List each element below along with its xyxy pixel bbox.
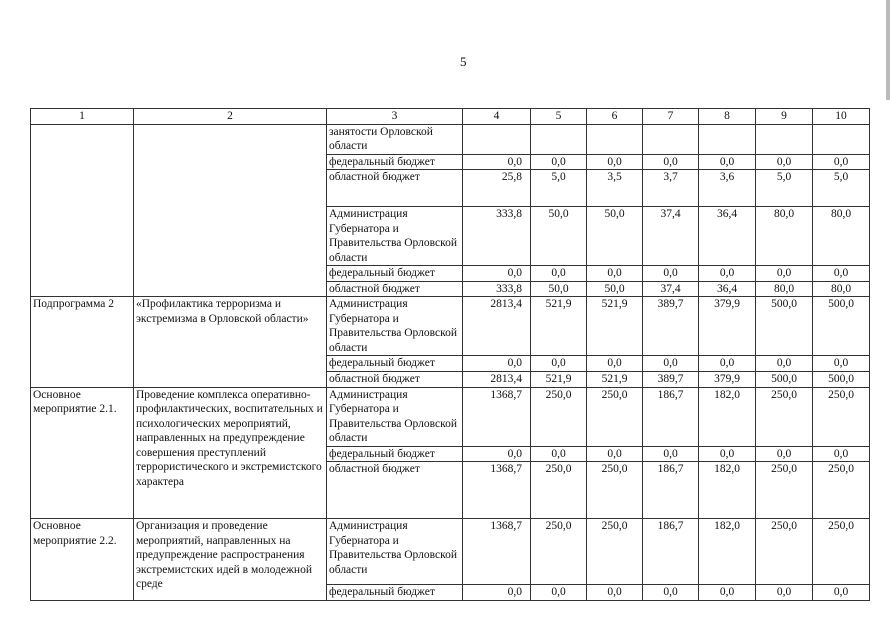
funding-source: федеральный бюджет: [327, 585, 463, 601]
value-cell: 379,9: [699, 372, 756, 388]
value-cell: 250,0: [531, 519, 587, 585]
funding-source: Администрация Губернатора и Правительства Орловской области: [327, 387, 463, 446]
funding-source: областной бюджет: [327, 372, 463, 388]
header-cell: 3: [327, 109, 463, 125]
value-cell: 250,0: [587, 519, 643, 585]
value-cell: 0,0: [463, 266, 531, 282]
scan-edge: [886, 0, 890, 100]
value-cell: 50,0: [531, 281, 587, 297]
value-cell: 1368,7: [463, 387, 531, 446]
value-cell: 80,0: [756, 207, 813, 266]
value-cell: 0,0: [756, 446, 813, 462]
header-cell: 9: [756, 109, 813, 125]
value-cell: 389,7: [643, 372, 699, 388]
table-row: [31, 387, 870, 446]
value-cell: 80,0: [756, 281, 813, 297]
value-cell: 25,8: [463, 170, 531, 207]
program-name: Проведение комплекса оперативно-профилактических, воспитательных и психологических мероприятий, направленных на предупреждение совершения преступлений террористического и экстремистского характера: [134, 387, 327, 519]
value-cell: 5,0: [531, 170, 587, 207]
value-cell: 5,0: [756, 170, 813, 207]
funding-source: областной бюджет: [327, 170, 463, 207]
value-cell: [756, 124, 813, 154]
value-cell: 0,0: [587, 266, 643, 282]
value-cell: 0,0: [699, 356, 756, 372]
value-cell: 500,0: [756, 297, 813, 356]
value-cell: 2813,4: [463, 297, 531, 356]
value-cell: 333,8: [463, 207, 531, 266]
header-row: [31, 109, 870, 125]
table-row: [31, 124, 870, 154]
value-cell: 0,0: [643, 356, 699, 372]
value-cell: [813, 124, 870, 154]
value-cell: 0,0: [813, 266, 870, 282]
header-cell: 5: [531, 109, 587, 125]
value-cell: 36,4: [699, 281, 756, 297]
value-cell: 0,0: [531, 154, 587, 170]
value-cell: [699, 124, 756, 154]
value-cell: 0,0: [756, 585, 813, 601]
funding-source: федеральный бюджет: [327, 356, 463, 372]
funding-source: Администрация Губернатора и Правительства Орловской области: [327, 519, 463, 585]
value-cell: 36,4: [699, 207, 756, 266]
value-cell: 0,0: [531, 266, 587, 282]
header-cell: 6: [587, 109, 643, 125]
funding-source: областной бюджет: [327, 281, 463, 297]
value-cell: 37,4: [643, 207, 699, 266]
funding-source: областной бюджет: [327, 462, 463, 519]
value-cell: 250,0: [531, 387, 587, 446]
value-cell: 1368,7: [463, 519, 531, 585]
value-cell: 1368,7: [463, 462, 531, 519]
budget-table: [30, 108, 870, 601]
value-cell: 0,0: [699, 585, 756, 601]
funding-source: Администрация Губернатора и Правительства Орловской области: [327, 297, 463, 356]
funding-source: Администрация Губернатора и Правительства Орловской области: [327, 207, 463, 266]
value-cell: 250,0: [531, 462, 587, 519]
program-name: «Профилактика терроризма и экстремизма в Орловской области»: [134, 297, 327, 388]
value-cell: 0,0: [587, 356, 643, 372]
funding-source: федеральный бюджет: [327, 446, 463, 462]
value-cell: 0,0: [587, 585, 643, 601]
value-cell: 500,0: [756, 372, 813, 388]
value-cell: 2813,4: [463, 372, 531, 388]
value-cell: 186,7: [643, 387, 699, 446]
value-cell: 0,0: [813, 154, 870, 170]
value-cell: [587, 124, 643, 154]
value-cell: 0,0: [463, 154, 531, 170]
value-cell: 182,0: [699, 462, 756, 519]
value-cell: 0,0: [643, 446, 699, 462]
header-cell: 8: [699, 109, 756, 125]
value-cell: 333,8: [463, 281, 531, 297]
value-cell: 0,0: [587, 446, 643, 462]
value-cell: [643, 124, 699, 154]
value-cell: 3,6: [699, 170, 756, 207]
value-cell: 250,0: [813, 462, 870, 519]
value-cell: 0,0: [756, 266, 813, 282]
value-cell: 0,0: [463, 585, 531, 601]
funding-source: занятости Орловской области: [327, 124, 463, 154]
value-cell: 5,0: [813, 170, 870, 207]
value-cell: 0,0: [531, 446, 587, 462]
value-cell: 0,0: [463, 356, 531, 372]
value-cell: 50,0: [531, 207, 587, 266]
page-number: 5: [460, 54, 467, 69]
value-cell: 50,0: [587, 281, 643, 297]
value-cell: 250,0: [756, 387, 813, 446]
program-code: Основное мероприятие 2.2.: [31, 519, 134, 601]
value-cell: 0,0: [643, 585, 699, 601]
value-cell: 389,7: [643, 297, 699, 356]
value-cell: 0,0: [699, 266, 756, 282]
value-cell: 3,5: [587, 170, 643, 207]
value-cell: 0,0: [531, 356, 587, 372]
value-cell: 250,0: [587, 462, 643, 519]
value-cell: 0,0: [463, 446, 531, 462]
value-cell: 182,0: [699, 387, 756, 446]
value-cell: 500,0: [813, 372, 870, 388]
value-cell: 0,0: [813, 446, 870, 462]
program-name: [134, 124, 327, 297]
header-cell: 1: [31, 109, 134, 125]
program-code: Подпрограмма 2: [31, 297, 134, 388]
value-cell: 0,0: [813, 356, 870, 372]
header-cell: 7: [643, 109, 699, 125]
value-cell: 521,9: [531, 372, 587, 388]
value-cell: 0,0: [699, 446, 756, 462]
value-cell: 250,0: [756, 462, 813, 519]
value-cell: 521,9: [587, 372, 643, 388]
value-cell: 186,7: [643, 462, 699, 519]
value-cell: 0,0: [699, 154, 756, 170]
value-cell: 250,0: [813, 519, 870, 585]
value-cell: 0,0: [756, 356, 813, 372]
value-cell: 250,0: [813, 387, 870, 446]
header-cell: 4: [463, 109, 531, 125]
value-cell: 521,9: [531, 297, 587, 356]
value-cell: 379,9: [699, 297, 756, 356]
value-cell: 250,0: [756, 519, 813, 585]
value-cell: 521,9: [587, 297, 643, 356]
value-cell: 0,0: [531, 585, 587, 601]
value-cell: 186,7: [643, 519, 699, 585]
header-cell: 10: [813, 109, 870, 125]
value-cell: 0,0: [643, 154, 699, 170]
value-cell: 500,0: [813, 297, 870, 356]
funding-source: федеральный бюджет: [327, 154, 463, 170]
value-cell: [463, 124, 531, 154]
value-cell: 0,0: [643, 266, 699, 282]
funding-source: федеральный бюджет: [327, 266, 463, 282]
value-cell: 50,0: [587, 207, 643, 266]
table-row: [31, 519, 870, 585]
value-cell: 3,7: [643, 170, 699, 207]
program-name: Организация и проведение мероприятий, направленных на предупреждение распространения экстремистских идей в молодежной среде: [134, 519, 327, 601]
value-cell: 80,0: [813, 207, 870, 266]
value-cell: [531, 124, 587, 154]
program-code: Основное мероприятие 2.1.: [31, 387, 134, 519]
program-code: [31, 124, 134, 297]
value-cell: 0,0: [587, 154, 643, 170]
value-cell: 0,0: [756, 154, 813, 170]
value-cell: 250,0: [587, 387, 643, 446]
value-cell: 37,4: [643, 281, 699, 297]
value-cell: 80,0: [813, 281, 870, 297]
header-cell: 2: [134, 109, 327, 125]
value-cell: 182,0: [699, 519, 756, 585]
table-row: [31, 297, 870, 356]
value-cell: 0,0: [813, 585, 870, 601]
